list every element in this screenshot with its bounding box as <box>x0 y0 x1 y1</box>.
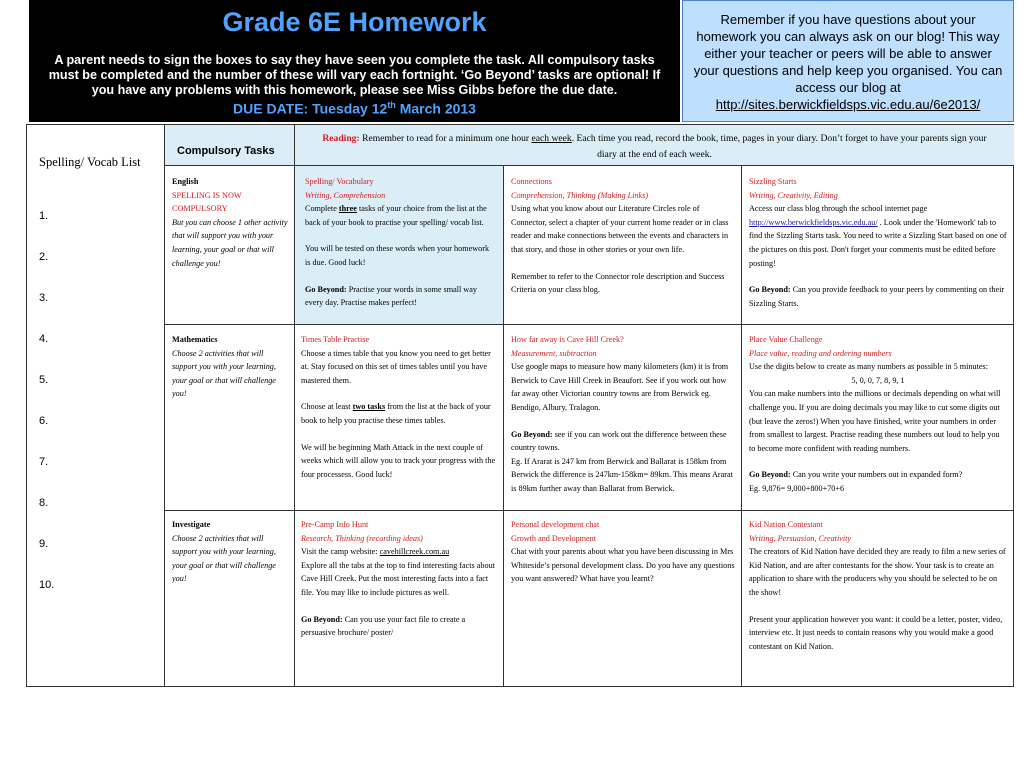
school-site-link[interactable]: http://www.berwickfieldsps.vic.edu.au/ <box>749 217 878 227</box>
english-subject-cell: English SPELLING IS NOW COMPULSORY But you can choose 1 other activity that will support you with your learning, your goal or that will challenge you! <box>172 177 288 268</box>
divider <box>164 125 165 686</box>
spelling-number: 4. <box>39 333 49 345</box>
place-value-task: Place Value Challenge Place value, reading and ordering numbers Use the digits below to create as many numbers as possible in 5 minutes: 5, 0, 0, 7, 8, 9, 1 You can make numbers into the millions or decimals depending on what will challenge you. If you are doing decimals you may like to cut some digits out (but leave the zeros!) When you have finished, write your numbers in order from smallest to largest. Practise reading these numbers out loud to help you to become more confident with reading numbers. Go Beyond: Can you write your numbers out in expanded form? Eg. 9,876= 9,000+800+70+6 <box>749 335 1001 493</box>
spelling-number: 2. <box>39 251 49 263</box>
instructions-text: A parent needs to sign the boxes to say they have seen you complete the task. All compulsory tasks must be completed and the number of these will vary each fortnight. ‘Go Beyond’ tasks are optional! If you have any problems with this homework, please see Miss Gibbs before the due date. <box>48 53 661 97</box>
divider <box>164 324 1013 325</box>
divider <box>164 510 1013 511</box>
reading-task: Reading: Remember to read for a minimum one hour each week. Each time you read, record the book, time, pages in your diary. Don’t forget to have your parents sign your diary at the end of each week. <box>295 125 1014 165</box>
spelling-vocab-task: Spelling/ Vocabulary Writing, Comprehension Complete three tasks of your choice from the list at the back of your book to practise your spelling/ vocab list. You will be tested on these words when your homework is due. Good luck! Go Beyond: Practise your words in some small way every day. Practise makes perfect! <box>295 166 503 324</box>
divider <box>164 165 1013 166</box>
page-title: Grade 6E Homework <box>222 7 487 37</box>
spelling-number: 1. <box>39 210 49 222</box>
spelling-number: 7. <box>39 456 49 468</box>
maths-subject-cell: Mathematics Choose 2 activities that will support you with your learning, your goal or that will challenge you! <box>172 335 276 399</box>
blog-reminder-box <box>682 0 1014 122</box>
due-date: DUE DATE: Tuesday 12th March 2013 <box>233 100 476 117</box>
kid-nation-task: Kid Nation Contestant Writing, Persuasion, Creativity The creators of Kid Nation have decided they are ready to film a new series of Kid Nation, and are after contestants for the show. Your task is to create an application to share with the producers why you should be selected to be on the show! Present your application however you want: it could be a letter, poster, video, interview etc. It just needs to contain reasons why you would make a good contestant on Kid Nation. <box>749 520 1006 651</box>
connections-task: Connections Comprehension, Thinking (Making Links) Using what you know about our Literature Circles role of Connector, select a chapter of your current home reader or in class reader and make connections between the events and characters in that story, and those in other stories or your own life. Remember to refer to the Connector role description and Success Criteria on your class blog. <box>511 177 729 295</box>
times-table-task: Times Table Practise Choose a times table that you know you need to get better at. Stay focused on this set of times tables until you have mastered them. Choose at least two tasks from the list at the back of your book to help you practise these times tables. We will be beginning Math Attack in the next couple of weeks which will allow you to track your progress with the four processess. Good luck! <box>301 335 496 479</box>
spelling-number: 6. <box>39 415 49 427</box>
divider <box>741 165 742 686</box>
compulsory-tasks-header: Compulsory Tasks <box>165 125 294 165</box>
header-banner <box>29 0 680 122</box>
divider <box>503 165 504 686</box>
spelling-number: 9. <box>39 538 49 550</box>
blog-link[interactable]: http://sites.berwickfieldsps.vic.edu.au/6e2013/ <box>715 97 981 112</box>
pre-camp-task: Pre-Camp Info Hunt Research, Thinking (recording ideas) Visit the camp website: cavehillcreek.com.au Explore all the tabs at the top to find interesting facts about Cave Hill Creek. Put the most interesting facts into a fact file. You may like to include pictures as well. Go Beyond: Can you use your fact file to create a persuasive brochure/ poster/ <box>301 520 495 638</box>
investigate-subject-cell: Investigate Choose 2 activities that will support you with your learning, your goal or that will challenge you! <box>172 520 276 584</box>
camp-website-link[interactable]: cavehillcreek.com.au <box>379 547 450 557</box>
spelling-number: 3. <box>39 292 49 304</box>
spelling-number: 5. <box>39 374 49 386</box>
personal-development-task: Personal development chat Growth and Development Chat with your parents about what you have been discussing in Mrs Whiteside’s personal development class. Do you have any questions you want answered? What have you learnt? <box>511 520 735 584</box>
reading-label: Reading: <box>322 133 360 144</box>
sizzling-starts-task: Sizzling Starts Writing, Creativity, Editing Access our class blog through the school internet page http://www.berwickfieldsps.vic.edu.au/ . Look under the 'Homework' tab to find the Sizzling Starts task. You need to write a Sizzling Start based on one of the pictures on this post. Don't forget your comments must be edited before posting! Go Beyond: Can you provide feedback to your peers by commenting on their Sizzling Starts. <box>749 177 1007 308</box>
cave-hill-distance-task: How far away is Cave Hill Creek? Measurement, subtraction Use google maps to measure how many kilometers (km) it is from Berwick to Cave Hill Creek in Beaufort. See if you work out how far away other Victorian country towns are from Berwick eg. Bendigo, Albury, Tralagon. Go Beyond: see if you can work out the difference between these country towns. Eg. If Ararat is 247 km from Berwick and Ballarat is 158km from Berwick the difference is 247km-158km= 89km. This means Ararat is 89km further away than Ballarat from Berwick. <box>511 335 733 493</box>
homework-grid <box>26 124 1014 687</box>
blog-reminder-text: Remember if you have questions about your homework you can always ask on our blog! This way either your teacher or peers will be able to answer your questions and help keep you organised. You can access our blog at <box>693 12 1003 95</box>
spelling-number: 8. <box>39 497 49 509</box>
spelling-number: 10. <box>39 579 55 591</box>
spelling-list-title: Spelling/ Vocab List <box>39 155 141 169</box>
